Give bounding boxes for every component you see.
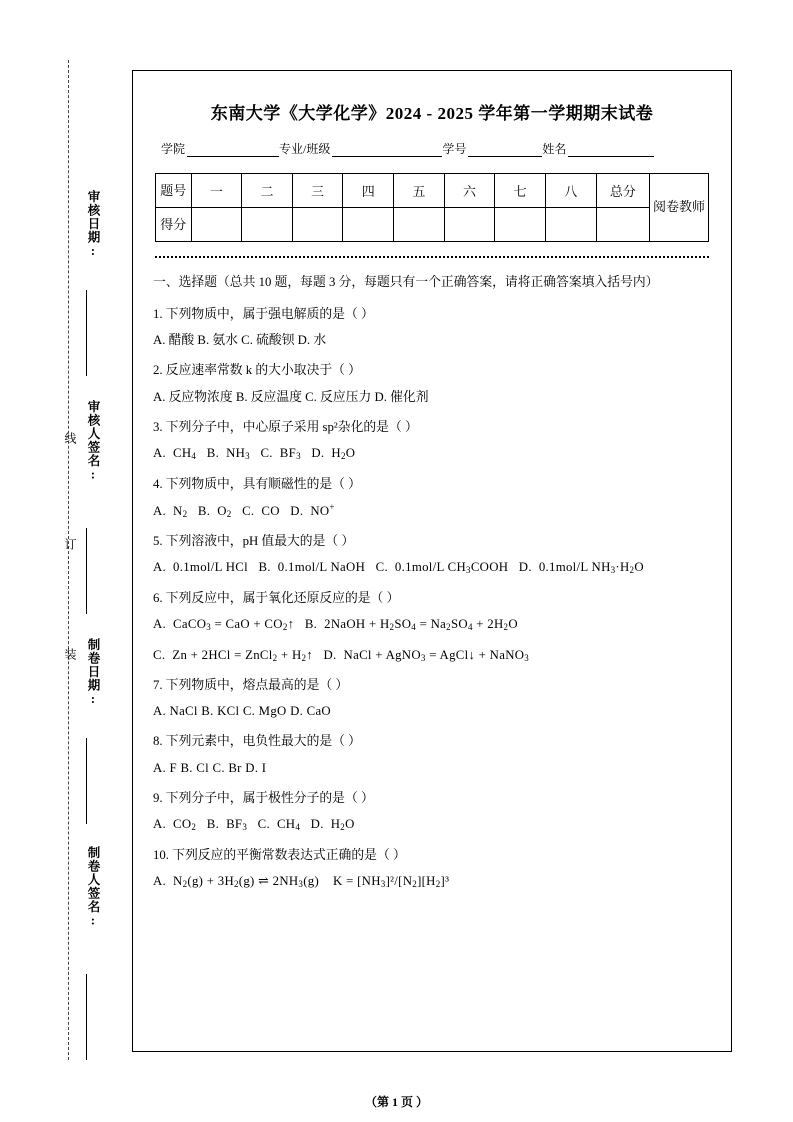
score-value-7[interactable]	[495, 208, 546, 242]
margin-label-assemble: 装	[63, 648, 77, 663]
question-5-stem: 5. 下列溶液中，pH 值最大的是（ ）	[153, 534, 355, 549]
student-info-row	[161, 140, 703, 157]
name-field[interactable]	[542, 140, 654, 157]
question-10-options: A. $N_2(g) + 3H_2(g)$ ⇌ $2NH_3(g)$ $K = [NH_3]^2/[N_2][H_2]^3$	[153, 873, 450, 889]
question-4-stem: 4. 下列物质中，具有顺磁性的是（ ）	[153, 476, 361, 491]
question-4-options: A. $N_2$ B. $O_2$ C. CO D. NO+	[153, 501, 335, 519]
binding-margin-strip	[40, 60, 136, 1060]
question-10-stem: 10. 下列反应的平衡常数表达式正确的是（ ）	[153, 847, 406, 862]
name-blank[interactable]	[568, 143, 654, 157]
score-value-4[interactable]	[343, 208, 394, 242]
margin-label-line: 线	[63, 432, 77, 447]
student-id-blank[interactable]	[468, 143, 542, 157]
question-1-options: A. 醋酸 B. 氨水 C. 硫酸钡 D. 水	[153, 333, 327, 348]
question-1-stem: 1. 下列物质中，属于强电解质的是（ ）	[153, 307, 374, 322]
major-class-field[interactable]	[279, 140, 442, 157]
binding-dashed-line	[68, 60, 69, 1060]
score-table	[155, 173, 709, 242]
margin-rule-review-date	[86, 290, 87, 376]
major-class-label: 专业/班级	[279, 142, 331, 156]
question-5-options: A. 0.1mol/L HCl B. 0.1mol/L NaOH C. 0.1mol/L $CH_3COOH$ D. 0.1mol/L $NH_3\cdot H_2O$	[153, 560, 644, 576]
score-table-header-question: 题号	[156, 174, 192, 208]
score-col-marker-teacher: 阅卷教师	[650, 174, 709, 242]
score-col-7: 七	[495, 174, 546, 208]
score-value-3[interactable]	[292, 208, 343, 242]
question-9-stem: 9. 下列分子中，属于极性分子的是（ ）	[153, 790, 374, 805]
college-blank[interactable]	[187, 143, 279, 157]
score-col-total: 总分	[596, 174, 649, 208]
margin-label-print-date: 制卷日期:	[86, 638, 100, 707]
question-3-stem: 3. 下列分子中，中心原子采用 sp²杂化的是（ ）	[153, 419, 418, 434]
margin-rule-printer-signature	[86, 974, 87, 1060]
question-8-stem: 8. 下列元素中，电负性最大的是（ ）	[153, 734, 361, 749]
score-table-header-score: 得分	[156, 208, 192, 242]
question-2-stem: 2. 反应速率常数 k 的大小取决于（ ）	[153, 363, 361, 378]
score-col-8: 八	[545, 174, 596, 208]
question-7-options: A. NaCl B. KCl C. MgO D. CaO	[153, 704, 331, 719]
margin-label-review-date: 审核日期:	[86, 190, 100, 259]
question-6-options-cd: C. Zn + 2HCl = ZnCl$_2$ + $H_2↑$ D. NaCl + AgNO$_3$ = AgCl↓ + NaNO$_3$	[153, 647, 530, 663]
question-2-options: A. 反应物浓度 B. 反应温度 C. 反应压力 D. 催化剂	[153, 389, 429, 404]
score-value-5[interactable]	[394, 208, 445, 242]
margin-rule-reviewer-signature	[86, 528, 87, 614]
question-body	[153, 272, 711, 891]
name-label: 姓名	[542, 142, 567, 156]
question-7-stem: 7. 下列物质中，熔点最高的是（ ）	[153, 678, 349, 693]
score-col-5: 五	[394, 174, 445, 208]
question-6-stem: 6. 下列反应中，属于氧化还原反应的是（ ）	[153, 590, 400, 605]
score-col-6: 六	[444, 174, 495, 208]
margin-label-printer-signature: 制卷人签名:	[86, 846, 100, 929]
page-footer: （第 1 页 ）	[364, 1095, 428, 1109]
score-col-4: 四	[343, 174, 394, 208]
margin-label-bind: 订	[63, 538, 77, 553]
question-9-options: A. $CO_2$ B. $BF_3$ C. $CH_4$ D. $H_2O$	[153, 817, 355, 833]
section-heading: 一、选择题（总共 10 题，每题 3 分，每题只有一个正确答案，请将正确答案填入括号内）	[153, 275, 659, 289]
score-col-1: 一	[191, 174, 242, 208]
question-3-options: A. $CH_4$ B. $NH_3$ C. $BF_3$ D. $H_2O$	[153, 446, 356, 462]
score-value-1[interactable]	[191, 208, 242, 242]
score-col-3: 三	[292, 174, 343, 208]
college-field[interactable]	[161, 140, 279, 157]
page-title: 东南大学《大学化学》2024 - 2025 学年第一学期期末试卷	[210, 104, 654, 123]
student-id-label: 学号	[442, 142, 467, 156]
question-6-options-ab: A. CaCO$_3$ = CaO + $CO_2↑$ B. 2NaOH + $H_2SO_4 = Na_2SO_4 + 2H_2O$	[153, 617, 518, 633]
exam-paper-sheet	[132, 70, 732, 1052]
question-8-options: A. F B. Cl C. Br D. I	[153, 760, 267, 775]
score-col-2: 二	[242, 174, 293, 208]
table-row-scores	[156, 208, 709, 242]
student-id-field[interactable]	[442, 140, 542, 157]
margin-rule-print-date	[86, 738, 87, 824]
dotted-divider	[155, 256, 709, 258]
score-value-total[interactable]	[596, 208, 649, 242]
margin-label-reviewer-signature: 审核人签名:	[86, 400, 100, 483]
table-row-question-numbers	[156, 174, 709, 208]
score-value-8[interactable]	[545, 208, 596, 242]
score-value-2[interactable]	[242, 208, 293, 242]
score-value-6[interactable]	[444, 208, 495, 242]
major-class-blank[interactable]	[332, 143, 442, 157]
college-label: 学院	[161, 142, 186, 156]
